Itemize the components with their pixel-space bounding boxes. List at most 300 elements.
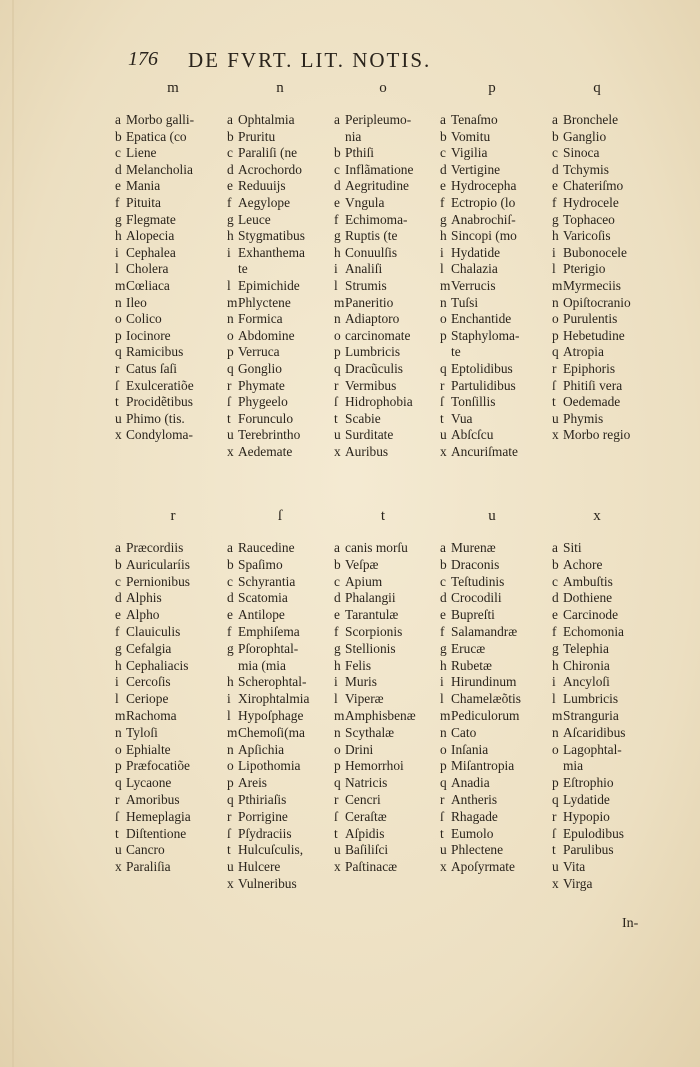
entry-row [552, 641, 664, 658]
entry-row [440, 361, 552, 378]
entry-text: Porrigine [238, 808, 288, 824]
entry-row [440, 228, 552, 245]
entry-row [227, 195, 339, 212]
column-header: ſ [277, 508, 283, 524]
entry-row [115, 411, 227, 428]
entry-letter: u [334, 427, 341, 443]
entry-letter: n [552, 294, 559, 310]
entry-row [334, 129, 446, 146]
entry-text: Morbo regio [563, 427, 631, 443]
entry-letter: n [227, 311, 234, 327]
entry-row [334, 427, 446, 444]
entry-letter: o [334, 327, 341, 343]
entry-letter: i [334, 674, 338, 690]
column-header: x [593, 508, 601, 524]
entry-column [552, 540, 664, 893]
entry-text: Phitiſi vera [563, 377, 623, 393]
entry-letter: f [227, 623, 232, 639]
entry-row [115, 826, 227, 843]
entry-row [552, 112, 664, 129]
entry-column [227, 112, 339, 460]
entry-row [227, 427, 339, 444]
entry-letter: o [115, 311, 122, 327]
entry-text: Sincopi (mo [451, 228, 517, 244]
entry-text: Tenaſmo [451, 112, 498, 127]
entry-text: Carcinode [563, 607, 619, 623]
entry-row [334, 742, 446, 759]
entry-row [440, 809, 552, 826]
entry-letter: b [115, 556, 122, 572]
entry-text: Vermibus [345, 377, 397, 393]
entry-row [115, 378, 227, 395]
entry-text: Ramicibus [126, 344, 184, 360]
entry-letter: g [440, 211, 447, 227]
entry-row [115, 328, 227, 345]
entry-letter: c [115, 573, 121, 589]
entry-letter: f [552, 194, 557, 210]
entry-row [552, 826, 664, 843]
entry-row [227, 112, 339, 129]
entry-text: Epiphoris [563, 360, 616, 376]
entry-text: Aedemate [238, 443, 293, 459]
entry-text: Auribus [345, 443, 389, 459]
entry-text: Paraliſi (ne [238, 145, 298, 161]
entry-row [227, 212, 339, 229]
entry-row [334, 311, 446, 328]
entry-text: Pſydraciis [238, 825, 292, 841]
entry-text: Telephia [563, 640, 609, 656]
entry-row [334, 674, 446, 691]
entry-text: Muris [345, 674, 377, 690]
entry-text: Pernionibus [126, 573, 190, 589]
entry-letter: b [552, 128, 559, 144]
entry-letter: i [334, 261, 338, 277]
entry-row [115, 809, 227, 826]
entry-text: Salamandræ [451, 623, 518, 639]
entry-text: Phlectene [451, 842, 504, 858]
entry-text: Dothiene [563, 590, 613, 606]
entry-text: Verruca [238, 344, 280, 360]
entry-text: Eumolo [451, 825, 494, 841]
entry-row [552, 842, 664, 859]
entry-letter: g [440, 640, 447, 656]
entry-letter: q [115, 344, 122, 360]
entry-text: Apium [345, 573, 383, 589]
entry-row [227, 557, 339, 574]
entry-text: Emphiſema [238, 623, 300, 639]
entry-row [440, 427, 552, 444]
entry-text: Ceraſtæ [345, 808, 387, 824]
entry-letter: t [115, 394, 119, 410]
entry-letter: p [440, 327, 447, 343]
entry-row [440, 328, 552, 345]
entry-text: Virga [563, 875, 593, 891]
entry-row [334, 361, 446, 378]
entry-letter: t [552, 842, 556, 858]
entry-row [552, 775, 664, 792]
entry-row [334, 574, 446, 591]
entry-row [440, 826, 552, 843]
entry-text: Hemeplagia [126, 808, 191, 824]
entry-text: Phygeelo [238, 394, 288, 410]
entry-row [115, 361, 227, 378]
entry-text: Vigilia [451, 145, 488, 161]
entry-text: Vertigine [451, 161, 501, 177]
entry-letter: b [227, 128, 234, 144]
entry-text: Condyloma- [126, 427, 193, 443]
entry-text: Schyrantia [238, 573, 296, 589]
entry-text: Exulceratiõe [126, 377, 194, 393]
entry-text: Mania [126, 178, 161, 194]
entry-text: Hydrocele [563, 194, 619, 210]
entry-text: Epatica (co [126, 128, 187, 144]
entry-letter: b [440, 128, 447, 144]
entry-row [440, 624, 552, 641]
entry-letter: h [115, 657, 122, 673]
entry-letter: m [334, 707, 345, 723]
entry-text: Tonſillis [451, 394, 496, 410]
entry-row [334, 641, 446, 658]
entry-letter: a [552, 540, 558, 555]
entry-letter: h [440, 657, 447, 673]
entry-row [334, 540, 446, 557]
entry-row [115, 311, 227, 328]
entry-row [334, 792, 446, 809]
entry-letter: x [227, 443, 234, 459]
entry-row [227, 574, 339, 591]
entry-text: Chemoſi(ma [238, 724, 305, 740]
entry-text: Siti [563, 540, 582, 555]
entry-text: Tchymis [563, 161, 609, 177]
entry-letter: h [227, 228, 234, 244]
entry-text: Amoribus [126, 791, 180, 807]
entry-text: Vita [563, 859, 586, 875]
entry-letter: b [334, 556, 341, 572]
entry-letter: t [334, 825, 338, 841]
entry-text: Cephalea [126, 244, 176, 260]
entry-text: Natricis [345, 775, 388, 791]
entry-text: Antheris [451, 791, 498, 807]
entry-row [115, 540, 227, 557]
entry-letter: h [115, 228, 122, 244]
entry-row [334, 195, 446, 212]
entry-letter: m [227, 294, 238, 310]
entry-row [227, 826, 339, 843]
entry-row [334, 212, 446, 229]
column-header: p [488, 80, 496, 96]
entry-text: Chateriſmo [563, 178, 624, 194]
entry-letter: ſ [227, 394, 231, 410]
entry-text: Pthiriaſis [238, 791, 287, 807]
entry-letter: m [552, 707, 563, 723]
entry-letter: c [334, 573, 340, 589]
entry-letter: u [115, 410, 122, 426]
entry-row [115, 590, 227, 607]
entry-text: Scatomia [238, 590, 288, 606]
entry-row [227, 624, 339, 641]
entry-letter: h [334, 657, 341, 673]
entry-row [334, 607, 446, 624]
entry-letter: l [115, 261, 119, 277]
entry-letter: n [440, 294, 447, 310]
entry-text: Stygmatibus [238, 228, 305, 244]
entry-row [115, 607, 227, 624]
entry-letter: t [440, 825, 444, 841]
entry-letter: a [227, 540, 233, 555]
entry-row [334, 557, 446, 574]
entry-row [115, 641, 227, 658]
entry-text: Opiſtocranio [563, 294, 631, 310]
entry-text: Areis [238, 775, 268, 791]
entry-letter: m [552, 277, 563, 293]
entry-row [227, 708, 339, 725]
entry-text: Hidrophobia [345, 394, 413, 410]
entry-text: Vulneribus [238, 875, 297, 891]
entry-text: Ancuriſmate [451, 443, 518, 459]
entry-text: Ancyloſi [563, 674, 610, 690]
entry-row [227, 361, 339, 378]
entry-text: Stranguria [563, 707, 619, 723]
entry-row [115, 295, 227, 312]
entry-row [115, 792, 227, 809]
entry-letter: o [552, 311, 559, 327]
entry-letter: f [552, 623, 557, 639]
entry-letter: d [227, 590, 234, 606]
entry-text: Aegylope [238, 194, 291, 210]
entry-row [227, 444, 339, 461]
entry-row [552, 245, 664, 262]
entry-row [115, 708, 227, 725]
column-header: t [380, 508, 386, 524]
entry-text: Hypoſphage [238, 707, 304, 723]
entry-text: Scorpionis [345, 623, 403, 639]
entry-row [552, 427, 664, 444]
entry-row [334, 228, 446, 245]
entry-letter: ſ [440, 808, 444, 824]
entry-letter: r [440, 377, 445, 393]
entry-letter: g [552, 640, 559, 656]
entry-text: Hydatide [451, 244, 501, 260]
entry-letter: q [334, 775, 341, 791]
entry-row [115, 212, 227, 229]
entry-letter: d [334, 178, 341, 194]
entry-letter: u [115, 842, 122, 858]
entry-text: Flegmate [126, 211, 176, 227]
entry-row [334, 658, 446, 675]
entry-row [552, 574, 664, 591]
entry-row [440, 574, 552, 591]
entry-row [440, 658, 552, 675]
entry-row [115, 742, 227, 759]
entry-letter: c [227, 145, 233, 161]
entry-text: Abſcſcu [451, 427, 494, 443]
entry-row [334, 809, 446, 826]
entry-text: Diſtentione [126, 825, 187, 841]
entry-text: Xirophtalmia [238, 691, 310, 707]
entry-text: Ambuſtis [563, 573, 613, 589]
entry-text: Cephaliacis [126, 657, 189, 673]
entry-letter: c [552, 573, 558, 589]
entry-text: Paneritio [345, 294, 394, 310]
entry-text: Auricularíis [126, 556, 190, 572]
entry-row [227, 691, 339, 708]
entry-row [334, 725, 446, 742]
entry-letter: u [552, 859, 559, 875]
entry-row [440, 725, 552, 742]
entry-row [552, 540, 664, 557]
entry-letter: l [334, 277, 338, 293]
entry-column [552, 112, 664, 444]
entry-row [115, 344, 227, 361]
entry-text: Verrucis [451, 277, 496, 293]
entry-text: Rhagade [451, 808, 498, 824]
entry-letter: e [227, 607, 233, 623]
entry-text: Myrmeciis [563, 277, 622, 293]
entry-letter: h [227, 674, 234, 690]
entry-row [227, 311, 339, 328]
entry-column [334, 112, 446, 460]
entry-text: Pruritu [238, 128, 276, 144]
entry-text: te [238, 261, 248, 277]
entry-letter: l [115, 691, 119, 707]
entry-row [334, 344, 446, 361]
entry-letter: p [227, 775, 234, 791]
entry-text: Tyloſi [126, 724, 158, 740]
entry-letter: q [227, 360, 234, 376]
entry-text: Ileo [126, 294, 147, 310]
table-section-r-to-x [115, 508, 685, 891]
entry-row [115, 112, 227, 129]
entry-row [552, 708, 664, 725]
entry-letter: ſ [440, 394, 444, 410]
entry-letter: c [440, 145, 446, 161]
column-header: n [276, 80, 284, 96]
entry-row [440, 178, 552, 195]
entry-row [115, 674, 227, 691]
entry-text: te [451, 344, 461, 360]
entry-text: Aſcaridibus [563, 724, 626, 740]
entry-row [552, 742, 664, 759]
entry-letter: ſ [334, 394, 338, 410]
entry-text: Oedemade [563, 394, 621, 410]
entry-text: Tarantulæ [345, 607, 399, 623]
entry-row [334, 394, 446, 411]
entry-letter: p [115, 327, 122, 343]
entry-letter: u [227, 859, 234, 875]
entry-text: Phymis [563, 410, 604, 426]
entry-text: nia [345, 128, 362, 144]
entry-letter: e [552, 178, 558, 194]
entry-text: Hebetudine [563, 327, 625, 343]
entry-text: Varicoſis [563, 228, 611, 244]
entry-row [334, 708, 446, 725]
entry-letter: l [552, 691, 556, 707]
entry-row [227, 228, 339, 245]
entry-text: Echomonia [563, 623, 624, 639]
entry-row [227, 725, 339, 742]
running-title: DE FVRT. LIT. NOTIS. [188, 48, 432, 72]
entry-row [227, 590, 339, 607]
entry-letter: d [115, 161, 122, 177]
entry-text: Apoſyrmate [451, 859, 515, 875]
entry-row [440, 212, 552, 229]
entry-text: Achore [563, 556, 603, 572]
entry-text: Ruptis (te [345, 228, 398, 244]
entry-row [552, 411, 664, 428]
entry-row [115, 574, 227, 591]
entry-text: Anabrochiſ- [451, 211, 516, 227]
entry-letter: u [440, 842, 447, 858]
entry-row [227, 758, 339, 775]
page-gutter-edge [12, 0, 14, 1067]
entry-row [227, 344, 339, 361]
entry-letter: q [552, 791, 559, 807]
running-head [128, 48, 568, 76]
entry-text: Crocodili [451, 590, 502, 606]
entry-row [552, 295, 664, 312]
entry-text: Exhanthema [238, 244, 305, 260]
entry-letter: h [552, 228, 559, 244]
entry-row [334, 842, 446, 859]
entry-text: Viperæ [345, 691, 384, 707]
entry-text: Scythalæ [345, 724, 395, 740]
entry-letter: f [440, 194, 445, 210]
entry-row [115, 557, 227, 574]
entry-letter: i [440, 674, 444, 690]
entry-row [552, 162, 664, 179]
entry-letter: x [115, 859, 122, 875]
entry-text: Pituita [126, 194, 161, 210]
column-headers [115, 508, 685, 538]
entry-letter: f [334, 623, 339, 639]
entry-letter: d [227, 161, 234, 177]
entry-letter: m [334, 294, 345, 310]
entry-row [115, 624, 227, 641]
entry-text: Ectropio (lo [451, 194, 516, 210]
entry-row [440, 590, 552, 607]
entry-letter: a [115, 540, 121, 555]
entry-row [552, 876, 664, 893]
entry-row [440, 792, 552, 809]
entry-text: Abdomine [238, 327, 295, 343]
entry-text: Cancro [126, 842, 165, 858]
entry-row [440, 775, 552, 792]
entry-letter: e [115, 178, 121, 194]
entry-letter: t [334, 410, 338, 426]
entry-letter: e [334, 607, 340, 623]
entry-row [227, 775, 339, 792]
entry-text: Spaſimo [238, 556, 283, 572]
entry-column [440, 112, 552, 460]
entry-row [440, 557, 552, 574]
entry-letter: g [227, 211, 234, 227]
entry-row [440, 394, 552, 411]
entry-letter: d [552, 161, 559, 177]
entry-text: Rubetæ [451, 657, 492, 673]
entry-text: Strumis [345, 277, 387, 293]
entry-row [552, 344, 664, 361]
entry-letter: e [552, 607, 558, 623]
entry-row [440, 245, 552, 262]
entry-letter: i [552, 244, 556, 260]
entry-letter: t [115, 825, 119, 841]
entry-text: Tuſsi [451, 294, 479, 310]
entry-text: Chalazia [451, 261, 498, 277]
entry-text: Colico [126, 311, 162, 327]
entry-text: Draconis [451, 556, 500, 572]
entry-row [227, 607, 339, 624]
entry-letter: r [115, 360, 120, 376]
